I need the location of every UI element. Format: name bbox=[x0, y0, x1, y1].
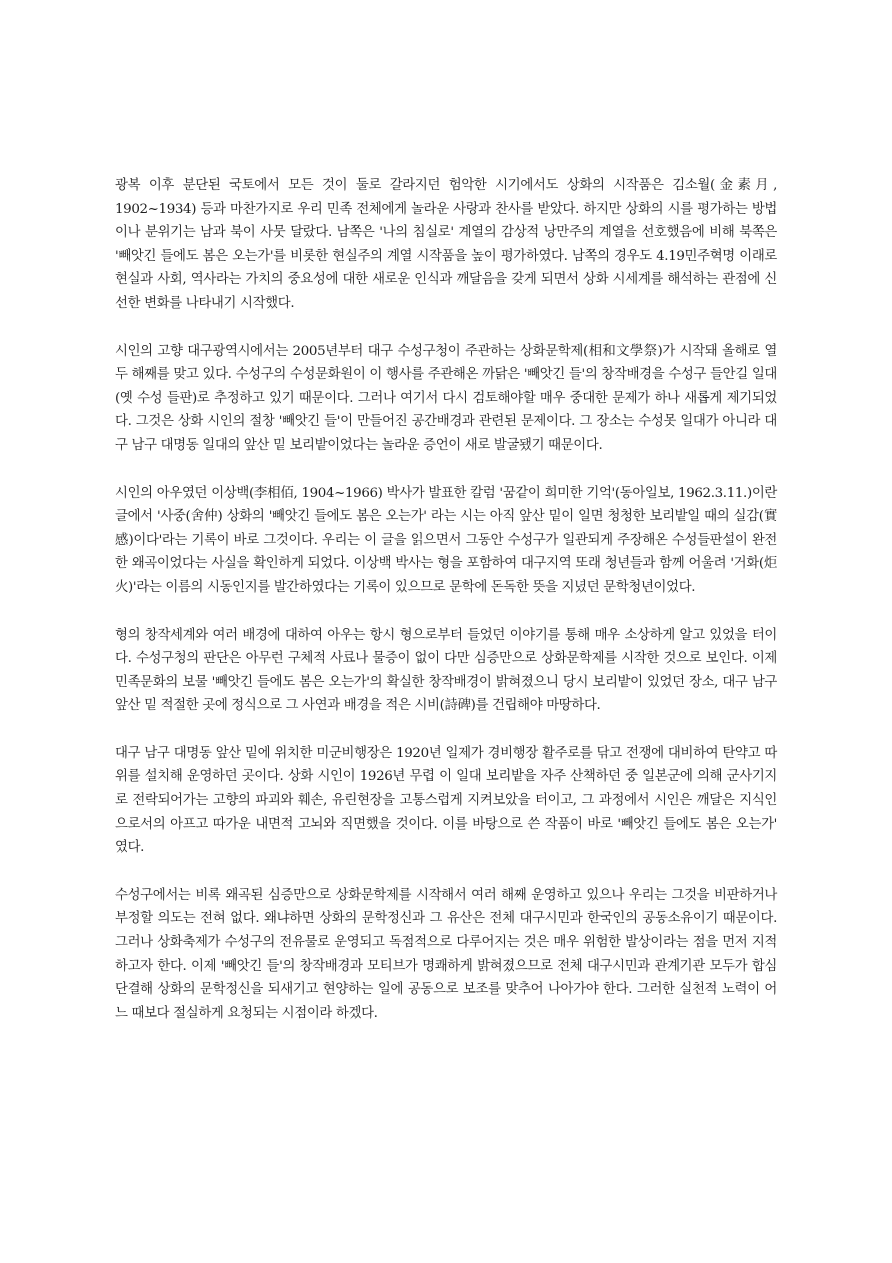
document-body bbox=[115, 174, 777, 1049]
paragraph-2: 시인의 고향 대구광역시에서는 2005년부터 대구 수성구청이 주관하는 상화문학제(相和文學祭)가 시작돼 올해로 열두 해째를 맞고 있다. 수성구의 수성문화원이 이 행사를 주관해온 까닭은 '빼앗긴 들'의 창작배경을 수성구 들안길 일대(옛 수성 들판)로 추정하고 있기 때문이다. 그러나 여기서 다시 검토해야할 매우 중대한 문제가 하나 새롭게 제기되었다. 그것은 상화 시인의 절창 '빼앗긴 들'이 만들어진 공간배경과 관련된 문제이다. 그 장소는 수성못 일대가 아니라 대구 남구 대명동 일대의 앞산 밑 보리밭이었다는 놀라운 증언이 새로 발굴됐기 때문이다. bbox=[115, 343, 777, 453]
paragraph-5: 대구 남구 대명동 앞산 밑에 위치한 미군비행장은 1920년 일제가 경비행장 활주로를 닦고 전쟁에 대비하여 탄약고 따위를 설치해 운영하던 곳이다. 상화 시인이 1926년 무렵 이 일대 보리밭을 자주 산책하던 중 일본군에 의해 군사기지로 전락되어가는 고향의 파괴와 훼손, 유린현장을 고통스럽게 지켜보았을 터이고, 그 과정에서 시인은 깨달은 지식인으로서의 아프고 따가운 내면적 고뇌와 직면했을 것이다. 이를 바탕으로 쓴 작품이 바로 '빼앗긴 들에도 봄은 오는가' 였다. bbox=[115, 745, 777, 856]
paragraph-4: 형의 창작세계와 여러 배경에 대하여 아우는 항시 형으로부터 들었던 이야기를 통해 매우 소상하게 알고 있었을 터이다. 수성구청의 판단은 아무런 구체적 사료나 물증이 없이 다만 심증만으로 상화문학제를 시작한 것으로 보인다. 이제 민족문화의 보물 '빼앗긴 들에도 봄은 오는가'의 확실한 창작배경이 밝혀졌으니 당시 보리밭이 있었던 장소, 대구 남구 앞산 밑 적절한 곳에 정식으로 그 사연과 배경을 적은 시비(詩碑)를 건립해야 마땅하다. bbox=[115, 627, 777, 714]
paragraph-3: 시인의 아우였던 이상백(李相佰, 1904~1966) 박사가 발표한 칼럼 '꿈같이 희미한 기억'(동아일보, 1962.3.11.)이란 글에서 '사중(舍仲) 상화의 '빼앗긴 들에도 봄은 오는가' 라는 시는 아직 앞산 밑이 일면 청청한 보리밭일 때의 실감(實感)이다'라는 기록이 바로 그것이다. 우리는 이 글을 읽으면서 그동안 수성구가 일관되게 주장해온 수성들판설이 완전한 왜곡이었다는 사실을 확인하게 되었다. 이상백 박사는 형을 포함하여 대구지역 또래 청년들과 함께 어울려 '거화(炬火)'라는 이름의 시동인지를 발간하였다는 기록이 있으므로 문학에 돈독한 뜻을 지녔던 문학청년이었다. bbox=[115, 485, 777, 595]
paragraph-1: 광복 이후 분단된 국토에서 모든 것이 둘로 갈라지던 험악한 시기에서도 상화의 시작품은 김소월(金素月, 1902~1934) 등과 마찬가지로 우리 민족 전체에게 놀라운 사랑과 찬사를 받았다. 하지만 상화의 시를 평가하는 방법이나 분위기는 남과 북이 사뭇 달랐다. 남쪽은 '나의 침실로' 계열의 감상적 낭만주의 계열을 선호했음에 비해 북쪽은 '빼앗긴 들에도 봄은 오는가'를 비롯한 현실주의 계열 시작품을 높이 평가하였다. 남쪽의 경우도 4.19민주혁명 이래로 현실과 사회, 역사라는 가치의 중요성에 대한 새로운 인식과 깨달음을 갖게 되면서 상화 시세계를 해석하는 관점에 신선한 변화를 나타내기 시작했다. bbox=[115, 178, 777, 311]
paragraph-6: 수성구에서는 비록 왜곡된 심증만으로 상화문학제를 시작해서 여러 해째 운영하고 있으나 우리는 그것을 비판하거나 부정할 의도는 전혀 없다. 왜냐하면 상화의 문학정신과 그 유산은 전체 대구시민과 한국인의 공동소유이기 때문이다. 그러나 상화축제가 수성구의 전유물로 운영되고 독점적으로 다루어지는 것은 매우 위험한 발상이라는 점을 먼저 지적하고자 한다. 이제 '빼앗긴 들'의 창작배경과 모티브가 명쾌하게 밝혀졌으므로 전체 대구시민과 관계기관 모두가 합심 단결해 상화의 문학정신을 되새기고 현양하는 일에 공동으로 보조를 맞추어 나아가야 한다. 그러한 실천적 노력이 어느 때보다 절실하게 요청되는 시점이라 하겠다. bbox=[115, 887, 777, 1021]
